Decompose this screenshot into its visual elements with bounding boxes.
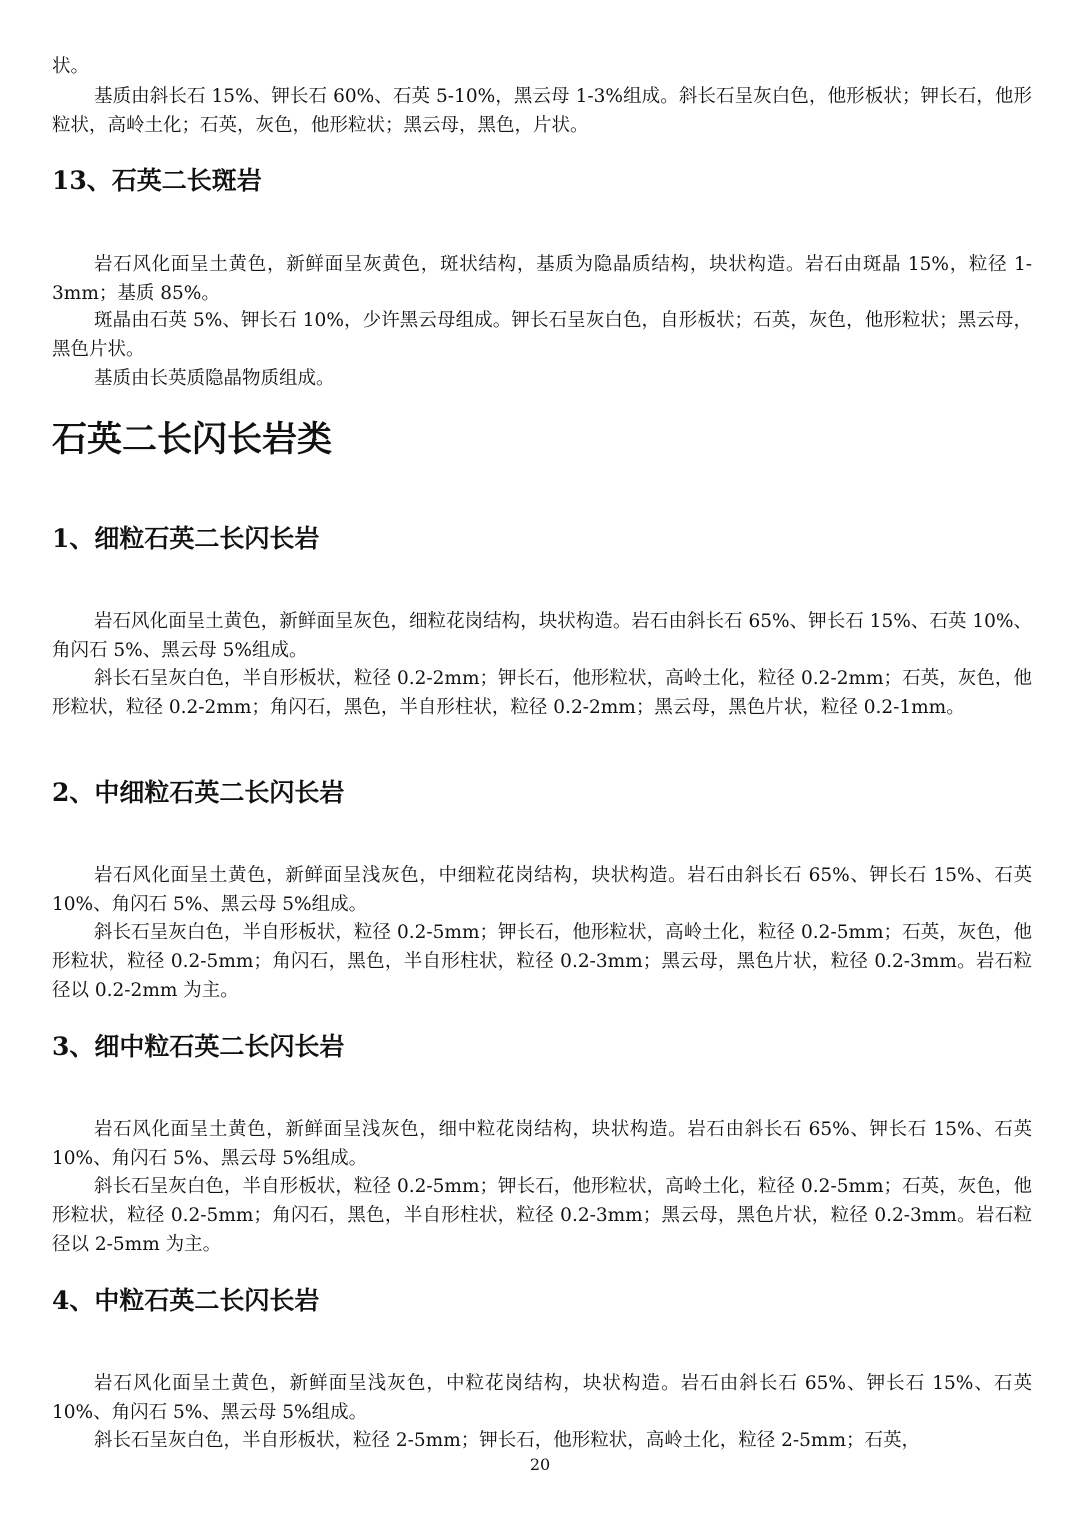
section-13-paragraph-3: 基质由长英质隐晶物质组成。 <box>94 368 335 389</box>
intro-continuation: 状。 <box>52 56 90 77</box>
section-3-paragraph-1: 岩石风化面呈土黄色，新鲜面呈浅灰色，细中粒花岗结构，块状构造。岩石由斜长石 65%、钾长石 15%、石英 10%、角闪石 5%、黑云母 5%组成。 <box>52 1119 1032 1169</box>
category-title: 石英二长闪长岩类 <box>52 420 333 460</box>
section-1-heading: 1、细粒石英二长闪长岩 <box>52 524 320 553</box>
section-4-paragraph-2: 斜长石呈灰白色，半自形板状，粒径 2-5mm；钾长石，他形粒状，高岭土化，粒径 2-5mm；石英， <box>94 1430 921 1451</box>
section-3-paragraph-2: 斜长石呈灰白色，半自形板状，粒径 0.2-5mm；钾长石，他形粒状，高岭土化，粒径 0.2-5mm；石英，灰色，他形粒状，粒径 0.2-5mm；角闪石，黑色，半自形柱状，粒径 0.2-3mm；黑云母，黑色片状，粒径 0.2-3mm。岩石粒径以 2-5mm 为主。 <box>52 1176 1032 1255</box>
section-2-paragraph-2: 斜长石呈灰白色，半自形板状，粒径 0.2-5mm；钾长石，他形粒状，高岭土化，粒径 0.2-5mm；石英，灰色，他形粒状，粒径 0.2-5mm；角闪石，黑色，半自形柱状，粒径 0.2-3mm；黑云母，黑色片状，粒径 0.2-3mm。岩石粒径以 0.2-2mm 为主。 <box>52 922 1032 1001</box>
section-2-paragraph-1: 岩石风化面呈土黄色，新鲜面呈浅灰色，中细粒花岗结构，块状构造。岩石由斜长石 65%、钾长石 15%、石英 10%、角闪石 5%、黑云母 5%组成。 <box>52 865 1032 915</box>
section-1-paragraph-1: 岩石风化面呈土黄色，新鲜面呈灰色，细粒花岗结构，块状构造。岩石由斜长石 65%、钾长石 15%、石英 10%、角闪石 5%、黑云母 5%组成。 <box>52 611 1032 661</box>
section-13-heading: 13、石英二长斑岩 <box>52 166 262 195</box>
intro-paragraph: 基质由斜长石 15%、钾长石 60%、石英 5-10%，黑云母 1-3%组成。斜长石呈灰白色，他形板状；钾长石，他形粒状，高岭土化；石英，灰色，他形粒状；黑云母，黑色，片状。 <box>52 86 1032 136</box>
section-13-paragraph-2: 斑晶由石英 5%、钾长石 10%，少许黑云母组成。钾长石呈灰白色，自形板状；石英，灰色，他形粒状；黑云母，黑色片状。 <box>52 310 1032 360</box>
page-number: 20 <box>529 1455 551 1474</box>
section-4-heading: 4、中粒石英二长闪长岩 <box>52 1286 320 1315</box>
section-2-heading: 2、中细粒石英二长闪长岩 <box>52 778 345 807</box>
section-3-heading: 3、细中粒石英二长闪长岩 <box>52 1032 345 1061</box>
section-1-paragraph-2: 斜长石呈灰白色，半自形板状，粒径 0.2-2mm；钾长石，他形粒状，高岭土化，粒径 0.2-2mm；石英，灰色，他形粒状，粒径 0.2-2mm；角闪石，黑色，半自形柱状，粒径 0.2-2mm；黑云母，黑色片状，粒径 0.2-1mm。 <box>52 668 1032 718</box>
section-4-paragraph-1: 岩石风化面呈土黄色，新鲜面呈浅灰色，中粒花岗结构，块状构造。岩石由斜长石 65%、钾长石 15%、石英 10%、角闪石 5%、黑云母 5%组成。 <box>52 1373 1032 1423</box>
section-13-paragraph-1: 岩石风化面呈土黄色，新鲜面呈灰黄色，斑状结构，基质为隐晶质结构，块状构造。岩石由斑晶 15%，粒径 1-3mm；基质 85%。 <box>52 254 1032 304</box>
